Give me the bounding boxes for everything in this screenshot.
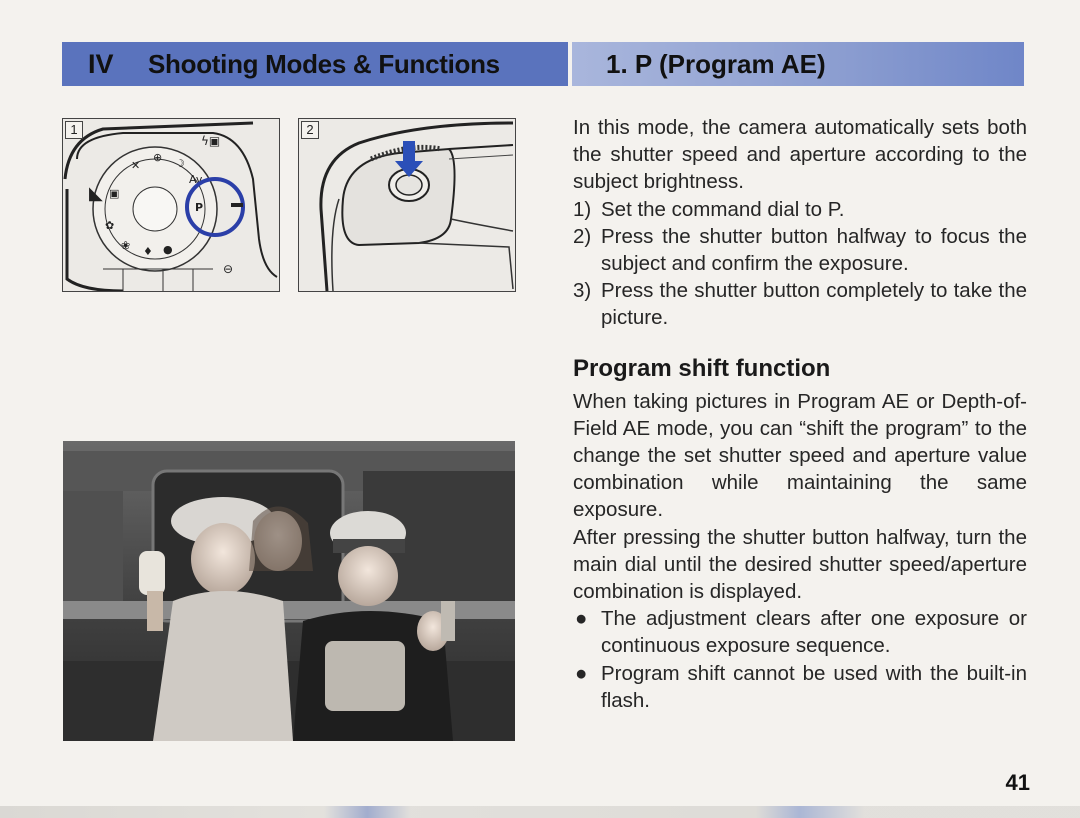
svg-text:✕: ✕ xyxy=(131,159,141,172)
bullet-icon: ● xyxy=(575,607,588,631)
svg-text:◣: ◣ xyxy=(89,183,103,204)
bullet-icon: ● xyxy=(575,661,588,685)
program-shift-paragraph-2: After pressing the shutter button halfway, turn the main dial until the desired shutter speed/aperture combination is displayed. xyxy=(573,525,1027,604)
svg-text:⊕: ⊕ xyxy=(153,151,163,164)
section-number: IV xyxy=(88,48,114,79)
topic-header xyxy=(572,42,1024,86)
topic-title: 1. P (Program AE) xyxy=(606,48,826,79)
list-item xyxy=(573,196,1027,223)
svg-text:⊖: ⊖ xyxy=(223,262,234,276)
svg-text:Av: Av xyxy=(189,173,203,186)
list-item xyxy=(573,605,1027,659)
svg-text:☽: ☽ xyxy=(175,157,185,170)
step-list xyxy=(573,196,1027,332)
svg-text:❀: ❀ xyxy=(121,239,131,252)
list-item xyxy=(573,660,1027,714)
content-column xyxy=(573,114,1027,714)
list-item xyxy=(573,277,1027,331)
press-arrow-shaft xyxy=(403,141,415,163)
figure-shutter-button xyxy=(298,118,516,292)
svg-text:●: ● xyxy=(163,243,173,256)
photo-image xyxy=(63,441,515,741)
section-header xyxy=(62,42,568,86)
svg-text:♦: ♦ xyxy=(143,245,153,258)
step-text: Press the shutter button halfway to focus the subject and confirm the exposure. xyxy=(601,224,1027,276)
step-text: Press the shutter button completely to take the picture. xyxy=(601,279,1027,330)
step-number: 1) xyxy=(573,197,592,221)
figure-number-2: 2 xyxy=(301,121,319,139)
program-shift-heading: Program shift function xyxy=(573,354,831,382)
step-number: 2) xyxy=(573,224,592,248)
figure-number-1: 1 xyxy=(65,121,83,139)
photo-children-by-car xyxy=(63,441,515,741)
step-number: 3) xyxy=(573,279,592,303)
step-text: Set the command dial to P. xyxy=(601,197,845,221)
note-list xyxy=(573,605,1027,714)
note-text: The adjustment clears after one exposure or continuous exposure sequence. xyxy=(601,607,1027,658)
command-dial-illustration xyxy=(63,119,279,291)
svg-text:✿: ✿ xyxy=(105,219,115,232)
section-title: Shooting Modes & Functions xyxy=(148,48,500,79)
svg-text:ϟ▣: ϟ▣ xyxy=(201,134,221,148)
page-number: 41 xyxy=(1005,770,1030,795)
program-shift-paragraph-1: When taking pictures in Program AE or Depth-of-Field AE mode, you can “shift the program” to the change the set shutter speed and aperture value combination while maintaining the same exposure. xyxy=(573,389,1027,522)
svg-text:▣: ▣ xyxy=(109,187,120,200)
shutter-button-illustration xyxy=(299,119,515,291)
scan-edge-strip xyxy=(0,806,1080,818)
intro-paragraph: In this mode, the camera automatically sets both the shutter speed and aperture according to the subject brightness. xyxy=(573,116,1027,194)
note-text: Program shift cannot be used with the built-in flash. xyxy=(601,661,1027,712)
list-item xyxy=(573,223,1027,277)
dial-mode-p: P xyxy=(195,201,204,214)
figure-command-dial xyxy=(62,118,280,292)
